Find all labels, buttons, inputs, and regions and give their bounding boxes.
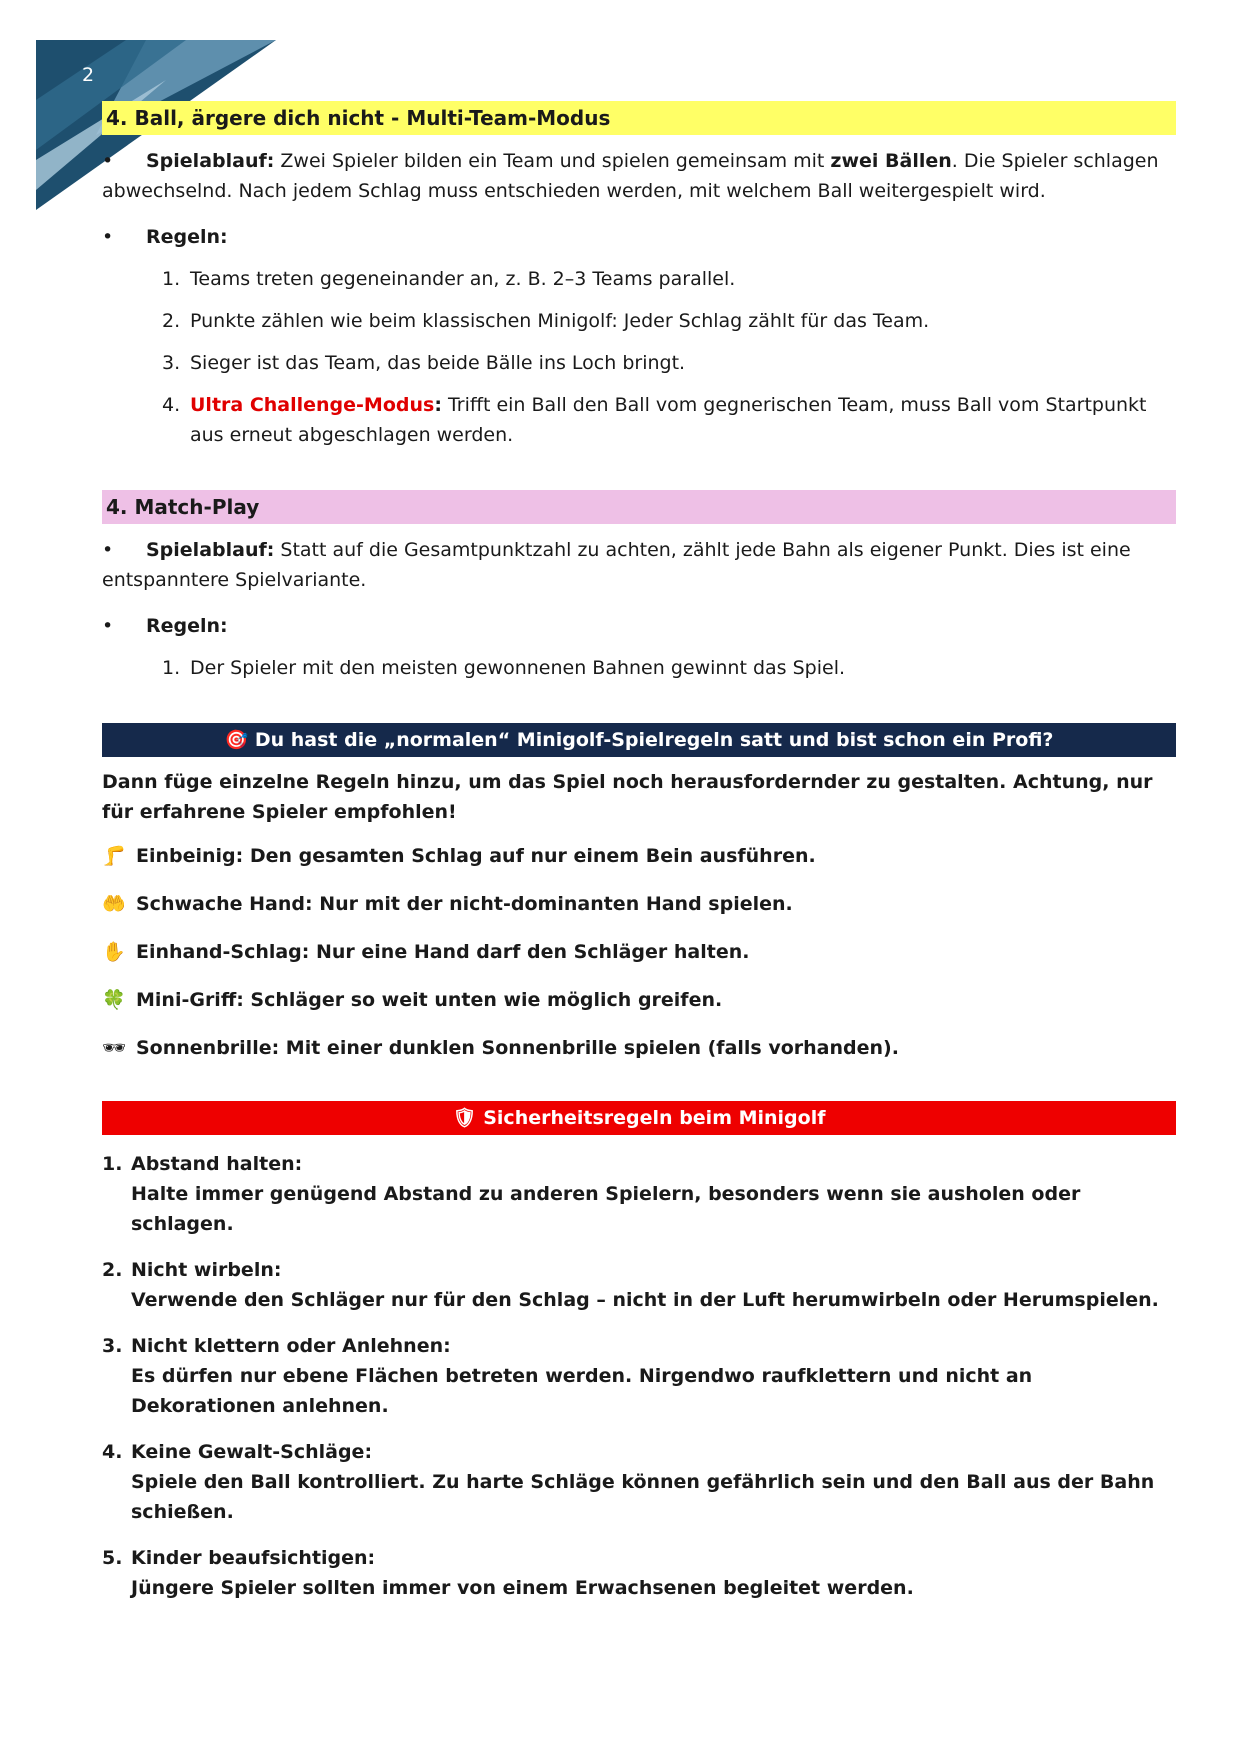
raised-hand-icon: ✋ bbox=[102, 941, 126, 963]
multi-team-ablauf: • Spielablauf: Zwei Spieler bilden ein Team und spielen gemeinsam mit zwei Bällen. Die Spieler schlagen abwechselnd. Nach jedem Schlag muss entschieden werden, mit welchem Ball weitergespielt wird. bbox=[102, 146, 1176, 206]
bullet-icon: • bbox=[102, 150, 114, 172]
list-item: 1. Abstand halten: Halte immer genügend Abstand zu anderen Spielern, besonders wenn sie ausholen oder schlagen. bbox=[102, 1153, 1081, 1235]
target-icon: 🎯 bbox=[224, 729, 249, 751]
page-content bbox=[102, 101, 1176, 1603]
match-play-rules bbox=[102, 653, 1176, 683]
section-title-match-play: 4. Match-Play bbox=[102, 490, 1176, 524]
match-play-ablauf: • Spielablauf: Statt auf die Gesamtpunktzahl zu achten, zählt jede Bahn als eigener Punkt. Dies ist eine entspanntere Spielvariante. bbox=[102, 535, 1176, 595]
challenge-intro: Dann füge einzelne Regeln hinzu, um das Spiel noch herausfordernder zu gestalten. Achtung, nur für erfahrene Spieler empfohlen! bbox=[102, 771, 1153, 823]
safety-rules bbox=[102, 1149, 1176, 1603]
leg-icon: 🦵 bbox=[102, 845, 126, 867]
list-item: 1. Teams treten gegeneinander an, z. B. 2–3 Teams parallel. bbox=[162, 268, 736, 290]
hands-icon: 🤲 bbox=[102, 893, 126, 915]
list-item: 2. Nicht wirbeln: Verwende den Schläger nur für den Schlag – nicht in der Luft herumwirbeln oder Herumspielen. bbox=[102, 1259, 1159, 1311]
section-title-multi-team: 4. Ball, ärgere dich nicht - Multi-Team-Modus bbox=[102, 101, 1176, 135]
multi-team-rules bbox=[102, 264, 1176, 450]
sunglasses-icon: 🕶 bbox=[102, 1037, 127, 1059]
challenge-item-einbeinig: 🦵 Einbeinig: Den gesamten Schlag auf nur einem Bein ausführen. bbox=[102, 841, 1176, 871]
multi-team-regeln-label: • Regeln: bbox=[102, 222, 1176, 252]
challenge-item-einhand: ✋ Einhand-Schlag: Nur eine Hand darf den Schläger halten. bbox=[102, 937, 1176, 967]
challenge-banner: 🎯 Du hast die „normalen“ Minigolf-Spielregeln satt und bist schon ein Profi? bbox=[102, 723, 1176, 757]
challenge-item-mini-griff: 🍀 Mini-Griff: Schläger so weit unten wie möglich greifen. bbox=[102, 985, 1176, 1015]
challenge-item-schwache-hand: 🤲 Schwache Hand: Nur mit der nicht-dominanten Hand spielen. bbox=[102, 889, 1176, 919]
bullet-icon: • bbox=[102, 539, 114, 561]
challenge-list bbox=[102, 841, 1176, 1063]
shield-icon: 🛡 bbox=[452, 1107, 477, 1129]
list-item: 1. Der Spieler mit den meisten gewonnenen Bahnen gewinnt das Spiel. bbox=[162, 657, 846, 679]
clover-icon: 🍀 bbox=[102, 989, 126, 1011]
list-item: 2. Punkte zählen wie beim klassischen Minigolf: Jeder Schlag zählt für das Team. bbox=[162, 310, 930, 332]
safety-banner: 🛡 Sicherheitsregeln beim Minigolf bbox=[102, 1101, 1176, 1135]
bullet-icon: • bbox=[102, 226, 114, 248]
page-number: 2 bbox=[82, 64, 95, 86]
list-item: 3. Nicht klettern oder Anlehnen: Es dürfen nur ebene Flächen betreten werden. Nirgendwo raufklettern und nicht an Dekorationen anlehnen. bbox=[102, 1335, 1033, 1417]
challenge-item-sonnenbrille: 🕶 Sonnenbrille: Mit einer dunklen Sonnenbrille spielen (falls vorhanden). bbox=[102, 1033, 1176, 1063]
list-item: 3. Sieger ist das Team, das beide Bälle ins Loch bringt. bbox=[162, 352, 686, 374]
list-item: 4. Keine Gewalt-Schläge: Spiele den Ball kontrolliert. Zu harte Schläge können gefährlich sein und den Ball aus der Bahn schießen. bbox=[102, 1441, 1155, 1523]
match-play-regeln-label: • Regeln: bbox=[102, 611, 1176, 641]
bullet-icon: • bbox=[102, 615, 114, 637]
list-item: 4. Ultra Challenge-Modus: Trifft ein Ball den Ball vom gegnerischen Team, muss Ball vom Startpunkt aus erneut abgeschlagen werden. bbox=[162, 394, 1147, 446]
list-item: 5. Kinder beaufsichtigen: Jüngere Spieler sollten immer von einem Erwachsenen begleitet werden. bbox=[102, 1547, 914, 1599]
